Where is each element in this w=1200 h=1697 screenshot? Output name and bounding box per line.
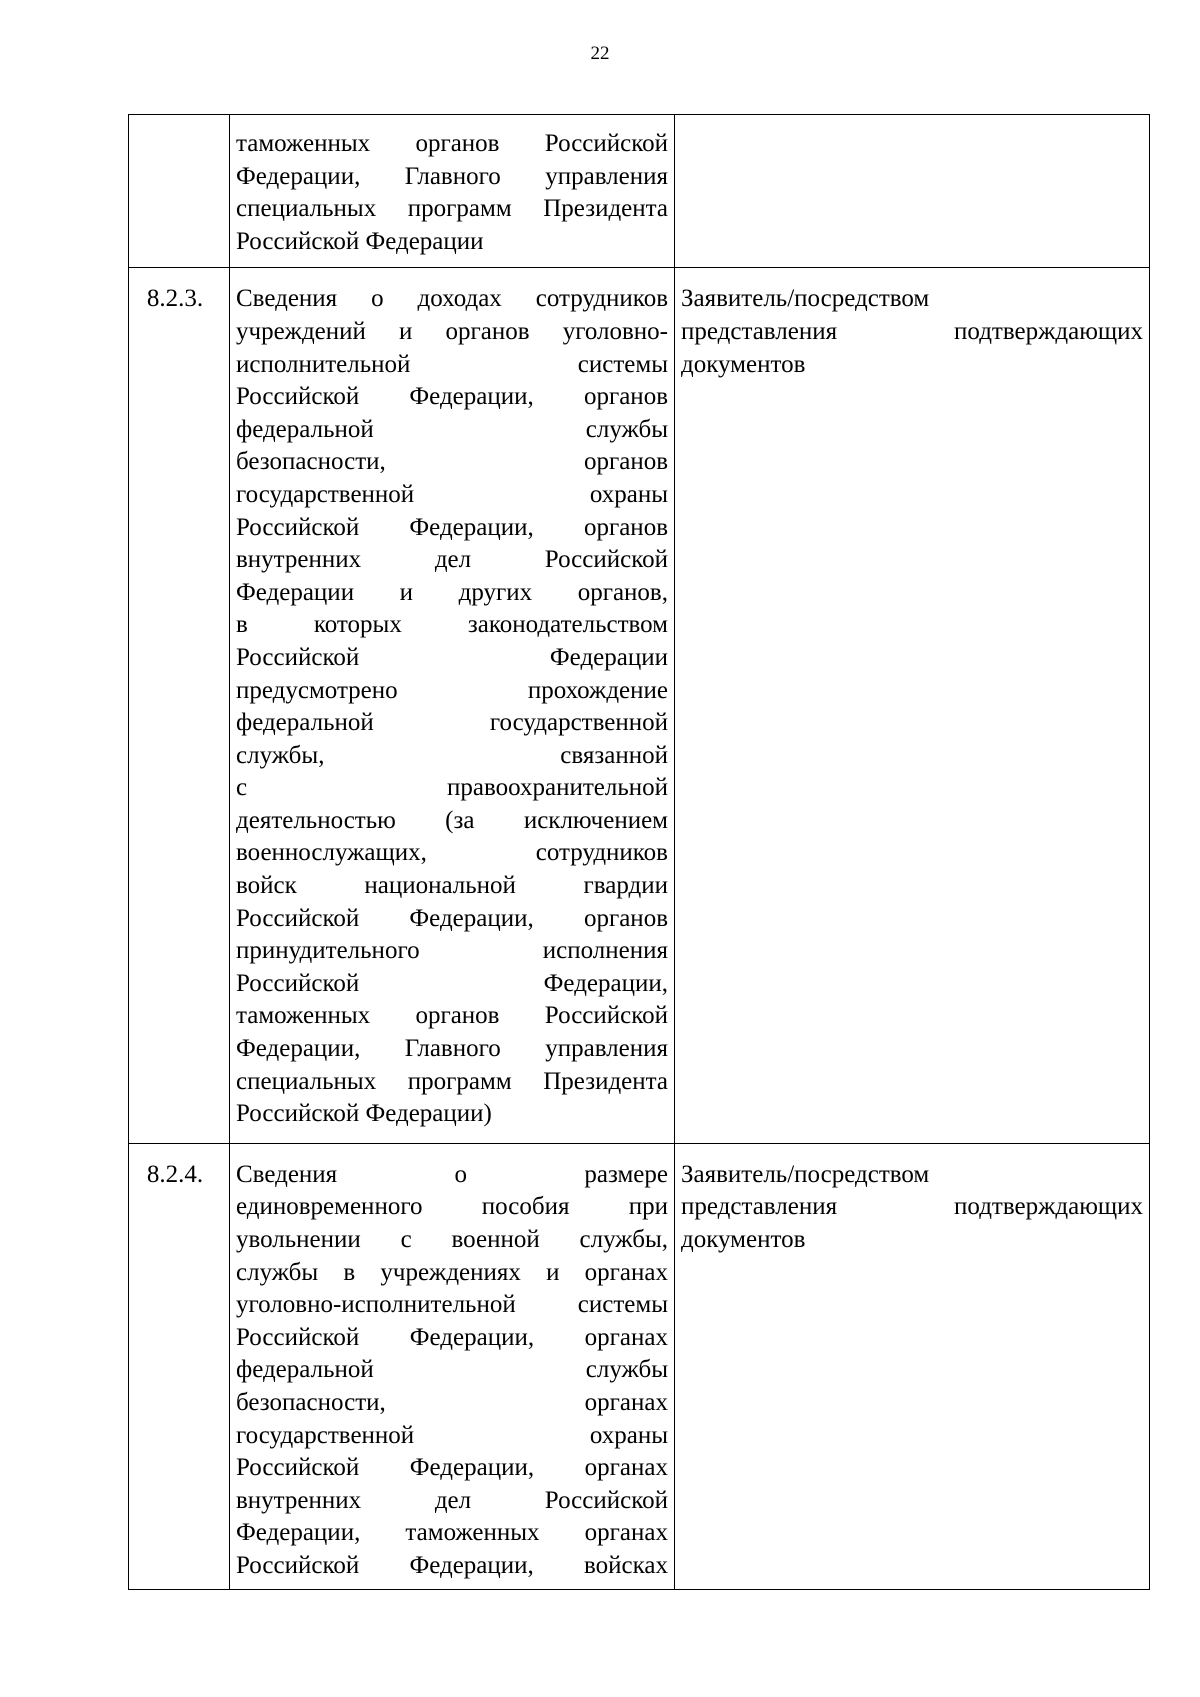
item-name-line: службы, связанной — [236, 741, 668, 769]
item-name-line: увольнении с военной службы, — [236, 1226, 668, 1253]
item-number-cell — [129, 1143, 230, 1589]
item-source-cell — [675, 115, 1150, 268]
item-source-line: Заявитель/посредством — [681, 285, 930, 313]
item-name-line: деятельностью (за исключением — [236, 806, 668, 834]
item-name-line: войск национальной гвардии — [236, 872, 668, 900]
item-name-line: федеральной государственной — [236, 709, 668, 737]
item-name-line: Российской Федерации, — [236, 969, 668, 997]
table-body — [129, 115, 1150, 1590]
item-name-line: специальных программ Президента — [236, 1067, 668, 1095]
page-number: 22 — [590, 43, 610, 64]
item-name-line: государственной охраны — [236, 1421, 668, 1449]
item-name-line: Федерации, Главного управления — [236, 162, 668, 190]
item-name-line: Российской Федерации, органах — [236, 1454, 668, 1482]
item-name-line: федеральной службы — [236, 1356, 668, 1384]
item-name-line: службы в учреждениях и органах — [236, 1258, 668, 1286]
item-name-line: безопасности, органов — [236, 448, 668, 476]
item-name-line: Российской Федерации, органов — [236, 513, 668, 541]
table-row — [129, 115, 1150, 268]
item-name-line: принудительного исполнения — [236, 937, 668, 965]
item-name-line: Российской Федерации, органах — [236, 1323, 668, 1351]
item-name-cell — [230, 1143, 675, 1589]
table-row — [129, 1143, 1150, 1589]
item-name-cell — [230, 115, 675, 268]
item-source-line: представления подтверждающих — [681, 317, 1143, 345]
item-name-line: единовременного пособия при — [236, 1193, 668, 1221]
item-name-line: безопасности, органах — [236, 1388, 668, 1416]
item-name-line: с правоохранительной — [236, 774, 668, 802]
item-name-line: специальных программ Президента — [236, 195, 668, 223]
item-name-line: предусмотрено прохождение — [236, 676, 668, 704]
item-name-line: таможенных органов Российской — [236, 1002, 668, 1030]
item-name-line: Российской Федерации) — [236, 1100, 492, 1128]
item-number-cell — [129, 268, 230, 1143]
item-name-line: Федерации, таможенных органах — [236, 1519, 668, 1547]
item-number-cell — [129, 115, 230, 268]
item-name-line: в которых законодательством — [236, 611, 668, 639]
item-name-line: Российской Федерации, войсках — [236, 1551, 668, 1579]
item-name-line: внутренних дел Российской — [236, 546, 668, 574]
item-name-line: Сведения о доходах сотрудников — [236, 285, 668, 313]
item-name-line: таможенных органов Российской — [236, 130, 668, 157]
item-source-line: Заявитель/посредством — [681, 1160, 930, 1188]
item-source-line: документов — [681, 1226, 806, 1253]
item-number: 8.2.3. — [146, 285, 204, 313]
item-name-line: федеральной службы — [236, 415, 668, 443]
services-table — [128, 114, 1150, 1590]
item-name-line: учреждений и органов уголовно- — [236, 317, 668, 345]
item-name-line: военнослужащих, сотрудников — [236, 839, 668, 867]
item-source-cell — [675, 1143, 1150, 1589]
item-name-line: Российской Федерации — [236, 643, 668, 671]
table-row — [129, 268, 1150, 1143]
item-name-line: государственной охраны — [236, 480, 668, 508]
item-source-line: документов — [681, 350, 806, 378]
item-name-line: уголовно-исполнительной системы — [236, 1291, 668, 1319]
item-name-line: Российской Федерации — [236, 227, 484, 255]
item-source-line: представления подтверждающих — [681, 1193, 1143, 1221]
item-name-line: Сведения о размере — [236, 1160, 668, 1188]
item-name-line: внутренних дел Российской — [236, 1486, 668, 1514]
item-name-line: Федерации и других органов, — [236, 578, 668, 606]
item-name-line: Федерации, Главного управления — [236, 1035, 668, 1063]
item-name-line: исполнительной системы — [236, 350, 668, 378]
item-name-line: Российской Федерации, органов — [236, 904, 668, 932]
item-name-line: Российской Федерации, органов — [236, 383, 668, 411]
item-number: 8.2.4. — [146, 1160, 204, 1188]
item-source-cell — [675, 268, 1150, 1143]
item-name-cell — [230, 268, 675, 1143]
